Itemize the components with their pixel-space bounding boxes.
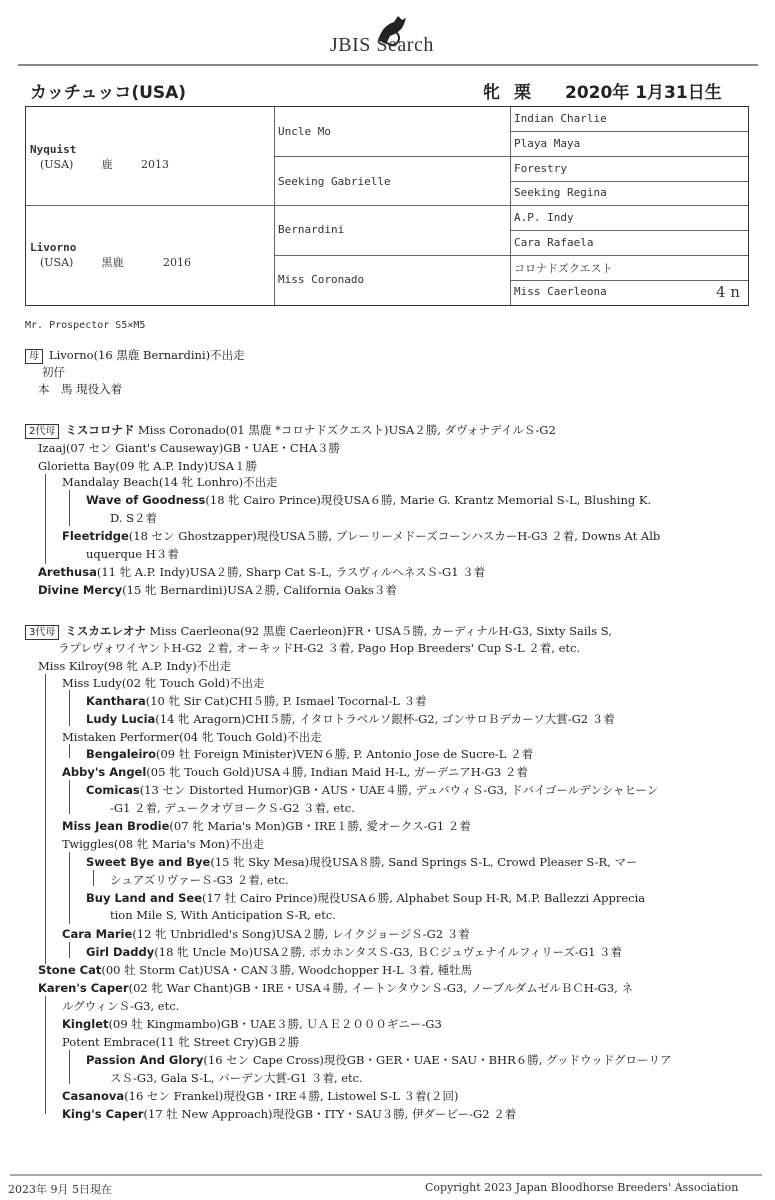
progeny-line [86,492,651,508]
progeny-name[interactable]: Kanthara [86,694,146,708]
sire-cell[interactable] [30,143,169,172]
progeny-line [38,458,257,474]
gen3-ancestor[interactable]: Miss Caerleona [514,285,607,298]
progeny-name[interactable]: Wave of Goodness [86,493,206,507]
dam-section-line [25,347,245,364]
tree-connector [93,870,94,886]
tree-connector [69,490,70,526]
progeny-name[interactable]: Comicas [86,783,140,797]
progeny-text: ルグウィンＳ-G3, etc. [62,999,180,1013]
progeny-name[interactable]: Divine Mercy [38,583,123,597]
progeny-line-cont [110,510,157,526]
dam-tag: 母 [25,349,43,364]
column-divider [274,107,275,305]
progeny-text[interactable]: Potent Embrace(11 牝 Street Cry)GB２勝 [62,1035,300,1049]
progeny-text: (09 牡 Foreign Minister)VEN６勝, P. Antonio Jose de Sucre-L ２着 [156,747,534,761]
progeny-line [38,962,472,978]
progeny-name[interactable]: Abby's Angel [62,765,147,779]
progeny-text[interactable]: Izaaj(07 セン Giant's Causeway)GB・UAE・CHA３勝 [38,441,341,455]
progeny-text: (18 牝 Cairo Prince)現役USA６勝, Marie G. Krantz Memorial S-L, Blushing K. [205,493,652,507]
row-divider [274,255,748,256]
gen3-dam-line [25,623,612,640]
progeny-line-cont [110,872,289,888]
progeny-text: (14 牝 Aragorn)CHI５勝, イタロトラベルソ銀杯-G2, ゴンサロＢデカーソ大賞-G2 ３着 [155,712,615,726]
progeny-line [38,564,485,580]
progeny-line [62,528,660,544]
progeny-text: (11 牝 A.P. Indy)USA２勝, Sharp Cat S-L, ラスヴィルヘネスＳ-G1 ３着 [96,565,486,579]
progeny-line [62,1088,459,1104]
progeny-line [62,474,278,490]
progeny-text: (02 牝 War Chant)GB・IRE・USA４勝, イートンタウンＳ-G3, ノーブルダムゼルＢＣH-G3, ネ [128,981,633,995]
progeny-line [62,729,322,745]
progeny-line [62,675,265,691]
copyright: Copyright 2023 Japan Bloodhorse Breeders' Association [425,1181,739,1194]
row-divider [510,131,748,132]
progeny-text: (13 セン Distorted Humor)GB・AUS・UAE４勝, デュバウィＳ-G3, ドバイゴールデンシャヒーン [139,783,659,797]
sire-color: 鹿 [101,158,113,171]
jbis-logo[interactable] [0,6,775,54]
progeny-line [62,926,470,942]
progeny-line [38,658,231,674]
gen3-ancestor[interactable]: Playa Maya [514,137,581,150]
progeny-text[interactable]: Mistaken Performer(04 牝 Touch Gold)不出走 [62,730,322,744]
sire-name[interactable]: Nyquist [30,143,77,156]
tree-connector [45,996,46,1114]
row-divider [26,205,748,206]
progeny-text: (16 セン Frankel)現役GB・IRE４勝, Listowel S-L ３着(２回) [124,1089,459,1103]
footer-divider [10,1174,762,1176]
progeny-line [86,782,658,798]
this-horse-record: 本 馬 現役入着 [38,382,123,396]
progeny-text: (00 牡 Storm Cat)USA・CAN３勝, Woodchopper H-L ３着, 種牡馬 [101,963,473,977]
gen3-dam-name[interactable]: ミスカエレオナ [65,624,146,638]
gen3-ancestor[interactable]: Seeking Regina [514,186,607,199]
tree-connector [45,474,46,564]
row-divider [510,181,748,182]
progeny-name[interactable]: Cara Marie [62,927,133,941]
progeny-name[interactable]: Stone Cat [38,963,102,977]
progeny-name[interactable]: Girl Daddy [86,945,155,959]
gen2-sire-dam[interactable]: Seeking Gabrielle [278,175,391,188]
dam-color: 黒鹿 [101,256,124,269]
gen3-ancestor[interactable]: Cara Rafaela [514,236,594,249]
progeny-name[interactable]: Casanova [62,1089,125,1103]
progeny-text: (05 牝 Touch Gold)USA４勝, Indian Maid H-L, ガーデニアH-G3 ２着 [146,765,528,779]
progeny-name[interactable]: Sweet Bye and Bye [86,855,211,869]
progeny-name[interactable]: Fleetridge [62,529,129,543]
gen3-dam-record: Miss Caerleona(92 黒鹿 Caerleon)FR・USA５勝, カーディナルH-G3, Sixty Sails S, [145,624,612,638]
progeny-name[interactable]: Arethusa [38,565,97,579]
gen2-tag: 2代母 [25,424,59,439]
progeny-text: (17 牡 Cairo Prince)現役USA６勝, Alphabet Soup H-R, M.P. Ballezzi Apprecia [202,891,646,905]
dam-country: (USA) [40,256,74,269]
progeny-line [86,693,427,709]
progeny-text: (07 牝 Maria's Mon)GB・IRE１勝, 愛オークス-G1 ２着 [169,819,471,833]
logo-text: JBIS Search [330,34,434,56]
progeny-line [86,854,637,870]
progeny-text[interactable]: Miss Ludy(02 牝 Touch Gold)不出走 [62,676,265,690]
progeny-name[interactable]: Miss Jean Brodie [62,819,170,833]
tree-connector [69,942,70,958]
progeny-text: tion Mile S, With Anticipation S-R, etc. [110,908,336,922]
family-number: 4 n [716,283,740,301]
dam-summary[interactable]: Livorno(16 黒鹿 Bernardini)不出走 [49,348,245,362]
progeny-name[interactable]: Buy Land and See [86,891,203,905]
column-divider [510,107,511,305]
progeny-name[interactable]: Ludy Lucia [86,712,156,726]
row-divider [274,156,748,157]
progeny-text: (12 牝 Unbridled's Song)USA２勝, レイクジョージＳ-G2 ３着 [132,927,470,941]
dam-cell[interactable] [30,241,191,270]
progeny-line-cont [86,546,179,562]
row-divider [510,230,748,231]
gen3-tag: 3代母 [25,625,59,640]
gen3-ancestor[interactable]: Forestry [514,162,567,175]
gen2-dam-sire[interactable]: Bernardini [278,223,345,236]
progeny-text: (10 牝 Sir Cat)CHI５勝, P. Ismael Tocornal-L ３着 [145,694,427,708]
progeny-text: (16 セン Cape Cross)現役GB・GER・UAE・SAU・BHR６勝, グッドウッドグローリア [203,1053,672,1067]
progeny-line [38,980,633,996]
gen2-dam-name[interactable]: ミスコロナド [65,423,135,437]
horse-birth-date: 2020年 1月31日生 [565,83,722,103]
progeny-line [86,890,645,906]
dam-foal-order: 初仔 [42,365,65,379]
tree-connector [69,780,70,814]
progeny-text: (18 セン Ghostzapper)現役USA５勝, ブレーリーメドーズコーンハスカーH-G3 ２着, Downs At Alb [128,529,661,543]
tree-connector [69,744,70,758]
progeny-text: (18 牝 Uncle Mo)USA２勝, ポカホンタスＳ-G3, ＢＣジュヴェナイルフィリーズ-G1 ３着 [154,945,623,959]
progeny-text: スＳ-G3, Gala S-L, バーデン大賞-G1 ３着, etc. [110,1071,363,1085]
progeny-text: (15 牝 Bernardini)USA２勝, California Oaks３着 [122,583,397,597]
progeny-name[interactable]: Passion And Glory [86,1053,204,1067]
gen3-ancestor[interactable]: コロナドズクエスト [514,262,613,275]
progeny-name[interactable]: Bengaleiro [86,747,156,761]
title-divider [18,64,758,66]
gen2-dam-record: Miss Coronado(01 黒鹿 *コロナドズクエスト)USA２勝, ダヴォナデイルＳ-G2 [134,423,556,437]
inbreeding-note: Mr. Prospector S5×M5 [25,320,146,331]
pedigree-table [25,106,749,306]
progeny-line [62,1034,299,1050]
progeny-line-cont [110,1070,363,1086]
gen3-dam-record-cont [58,640,580,656]
sire-country: (USA) [40,158,74,171]
gen3-ancestor[interactable]: Indian Charlie [514,112,607,125]
gen3-dam-record: ラプレヴォワイヤントH-G2 ２着, オーキッドH-G2 ３着, Pago Hop Breeders' Cup S-L ２着, etc. [58,641,581,655]
progeny-text[interactable]: Miss Kilroy(98 牝 A.P. Indy)不出走 [38,659,232,673]
progeny-line [86,711,615,727]
progeny-name[interactable]: King's Caper [62,1107,144,1121]
dam-name[interactable]: Livorno [30,241,77,254]
progeny-line [86,1052,672,1068]
horse-sex: 牝 [483,83,500,103]
progeny-line [86,944,622,960]
gen2-sire-sire[interactable]: Uncle Mo [278,125,331,138]
progeny-text: D. S２着 [110,511,157,525]
tree-connector [69,1050,70,1084]
progeny-line-cont [62,998,179,1014]
progeny-line [38,582,397,598]
tree-connector [69,852,70,924]
horse-name: カッチュッコ(USA) [30,83,187,103]
progeny-line-cont [110,800,355,816]
progeny-line [62,1016,442,1032]
gen2-dam-line [25,422,556,439]
progeny-line [62,818,471,834]
row-divider [510,280,748,281]
progeny-text: シュアズリヴァーＳ-G3 ２着, etc. [110,873,289,887]
progeny-name[interactable]: Karen's Caper [38,981,129,995]
progeny-text[interactable]: Glorietta Bay(09 牝 A.P. Indy)USA１勝 [38,459,258,473]
sire-year: 2013 [141,158,169,171]
progeny-line [62,764,528,780]
gen3-ancestor[interactable]: A.P. Indy [514,211,574,224]
progeny-name[interactable]: Kinglet [62,1017,109,1031]
progeny-text: (09 牡 Kingmambo)GB・UAE３勝, ＵＡＥ２０００ギニー-G3 [108,1017,442,1031]
progeny-text: uquerque H３着 [86,547,179,561]
tree-connector [45,674,46,964]
horse-color: 栗 [514,83,531,103]
as-of-date: 2023年 9月 5日現在 [8,1183,112,1196]
dam-year: 2016 [163,256,191,269]
progeny-text[interactable]: Mandalay Beach(14 牝 Lonhro)不出走 [62,475,278,489]
progeny-text: (15 牝 Sky Mesa)現役USA８勝, Sand Springs S-L, Crowd Pleaser S-R, マー [210,855,638,869]
progeny-line [86,746,533,762]
progeny-text: (17 牡 New Approach)現役GB・ITY・SAU３勝, 伊ダービー-G2 ２着 [143,1107,517,1121]
progeny-text[interactable]: Twiggles(08 牝 Maria's Mon)不出走 [62,837,265,851]
progeny-line [38,440,340,456]
progeny-line [62,836,264,852]
progeny-line [62,1106,516,1122]
progeny-text: -G1 ２着, デュークオヴヨークＳ-G2 ３着, etc. [110,801,355,815]
tree-connector [69,690,70,726]
progeny-line-cont [110,908,336,922]
gen2-dam-dam[interactable]: Miss Coronado [278,273,365,286]
